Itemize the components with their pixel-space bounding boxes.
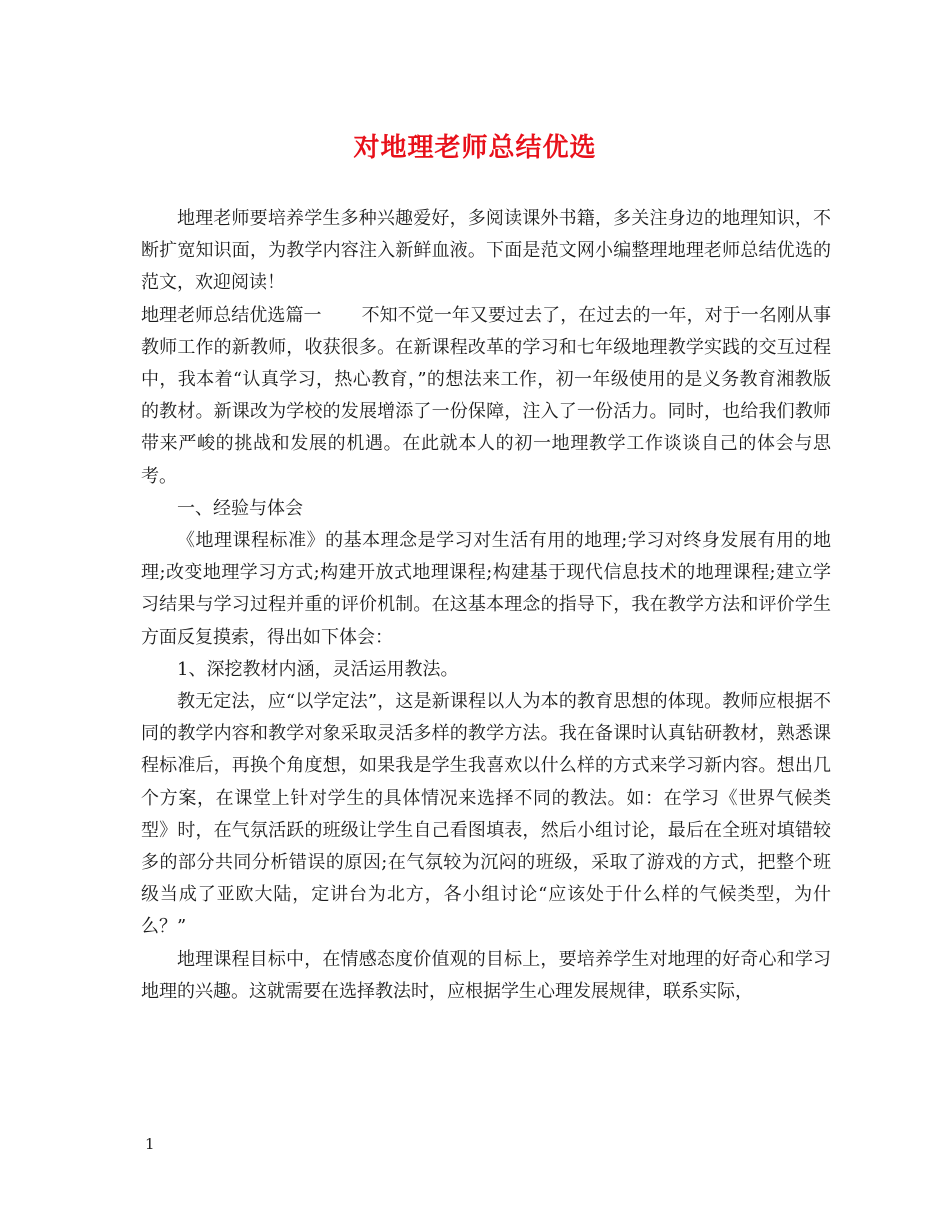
document-body xyxy=(141,203,831,1008)
heading-experience: 一、经验与体会 xyxy=(177,497,303,519)
goal-paragraph: 地理课程目标中，在情感态度价值观的目标上，要培养学生对地理的好奇心和学习地理的兴趣。这就需要在选择教法时，应根据学生心理发展规律，联系实际， xyxy=(141,948,831,1002)
curriculum-paragraph: 《地理课程标准》的基本理念是学习对生活有用的地理;学习对终身发展有用的地理;改变地理学习方式;构建开放式地理课程;构建基于现代信息技术的地理课程;建立学习结果与学习过程并重的评价机制。在这基本理念的指导下，我在教学方法和评价学生方面反复摸索，得出如下体会： xyxy=(141,530,831,648)
document-title: 对地理老师总结优选 xyxy=(353,133,597,163)
page-number: 1 xyxy=(145,1135,155,1153)
heading-teaching-method: 1、深挖教材内涵，灵活运用教法。 xyxy=(177,658,459,680)
section-paragraph xyxy=(141,300,831,493)
method-paragraph: 教无定法，应“以学定法”，这是新课程以人为本的教育思想的体现。教师应根据不同的教学内容和教学对象采取灵活多样的教学方法。我在备课时认真钻研教材，熟悉课程标准后，再换个角度想，如果我是学生我喜欢以什么样的方式来学习新内容。想出几个方案，在课堂上针对学生的具体情况来选择不同的教法。如：在学习《世界气候类型》时，在气氛活跃的班级让学生自己看图填表，然后小组讨论，最后在全班对填错较多的部分共同分析错误的原因;在气氛较为沉闷的班级，采取了游戏的方式，把整个班级当成了亚欧大陆，定讲台为北方，各小组讨论“应该处于什么样的气候类型，为什么？” xyxy=(141,691,831,938)
section-label: 地理老师总结优选篇一 xyxy=(141,304,322,326)
section-text: 不知不觉一年又要过去了，在过去的一年，对于一名刚从事教师工作的新教师，收获很多。在新课程改革的学习和七年级地理教学实践的交互过程中，我本着“认真学习，热心教育，”的想法来工作，初一年级使用的是义务教育湘教版的教材。新课改为学校的发展增添了一份保障，注入了一份活力。同时，也给我们教师带来严峻的挑战和发展的机遇。在此就本人的初一地理教学工作谈谈自己的体会与思考。 xyxy=(141,304,832,487)
intro-paragraph: 地理老师要培养学生多种兴趣爱好，多阅读课外书籍，多关注身边的地理知识，不断扩宽知识面，为教学内容注入新鲜血液。下面是范文网小编整理地理老师总结优选的范文，欢迎阅读！ xyxy=(141,208,831,294)
